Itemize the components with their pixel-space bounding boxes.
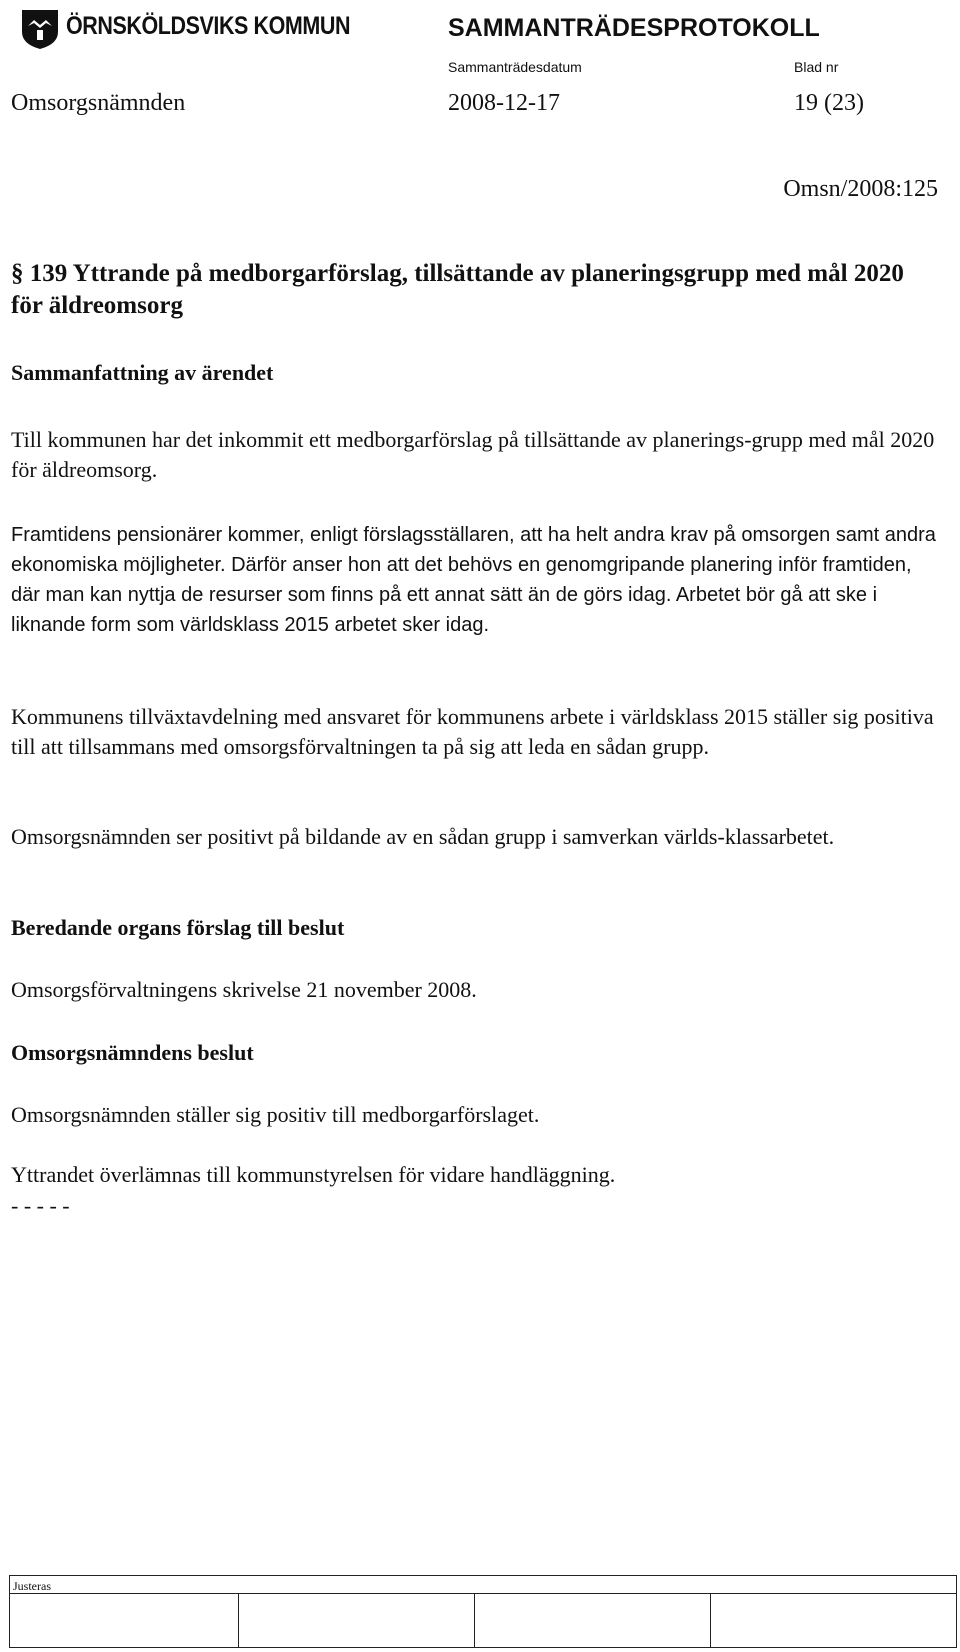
case-number: Omsn/2008:125 — [783, 176, 938, 202]
page-label: Blad nr — [794, 59, 839, 75]
municipality-name: ÖRNSKÖLDSVIKS KOMMUN — [66, 12, 351, 40]
signature-cell-1 — [10, 1593, 238, 1647]
summary-heading: Sammanfattning av ärendet — [11, 360, 274, 385]
paragraph-administration-letter: Omsorgsförvaltningens skrivelse 21 november 2008. — [11, 977, 477, 1002]
signature-cell-2 — [238, 1593, 475, 1647]
paragraph-decision: Omsorgsnämnden ställer sig positiv till medborgarförslaget. — [11, 1102, 540, 1127]
signature-table — [9, 1575, 957, 1648]
paragraph-growth-department: Kommunens tillväxtavdelning med ansvaret för kommunens arbete i världsklass 2015 ställer sig positiva till att tillsammans med omsorgsförvaltningen ta på sig att leda en sådan grupp. — [11, 704, 934, 759]
section-title: § 139 Yttrande på medborgarförslag, tillsättande av planeringsgrupp med mål 2020 för äldreomsorg — [11, 260, 904, 319]
document-type-title: SAMMANTRÄDESPROTOKOLL — [448, 14, 820, 42]
signature-cell-3 — [474, 1593, 711, 1647]
paragraph-proposal-details: Framtidens pensionärer kommer, enligt förslagsställaren, att ha helt andra krav på omsorgen samt andra ekonomiska möjligheter. Därför anser hon att det behövs en genomgripande planering inför framtiden, där man kan nyttja de resurser som finns på ett annat sätt än de görs idag. Arbetet bör gå att ske i liknande form som världsklass 2015 arbetet sker idag. — [11, 524, 936, 636]
proposal-heading: Beredande organs förslag till beslut — [11, 915, 345, 940]
signature-cell-4 — [710, 1593, 957, 1647]
paragraph-forwarding: Yttrandet överlämnas till kommunstyrelsen för vidare handläggning. — [11, 1162, 616, 1187]
committee-name: Omsorgsnämnden — [11, 90, 186, 116]
paragraph-intro: Till kommunen har det inkommit ett medborgarförslag på tillsättande av planerings-grupp med mål 2020 för äldreomsorg. — [11, 427, 935, 482]
meeting-date: 2008-12-17 — [448, 90, 560, 116]
signature-label: Justeras — [13, 1579, 51, 1593]
end-marker: - - - - - — [11, 1193, 70, 1218]
decision-heading: Omsorgsnämndens beslut — [11, 1040, 254, 1065]
date-label: Sammanträdesdatum — [448, 59, 582, 75]
page-number: 19 (23) — [794, 90, 864, 116]
municipality-logo-icon — [20, 8, 60, 50]
paragraph-committee-view: Omsorgsnämnden ser positivt på bildande av en sådan grupp i samverkan världs-klassarbetet. — [11, 824, 835, 849]
